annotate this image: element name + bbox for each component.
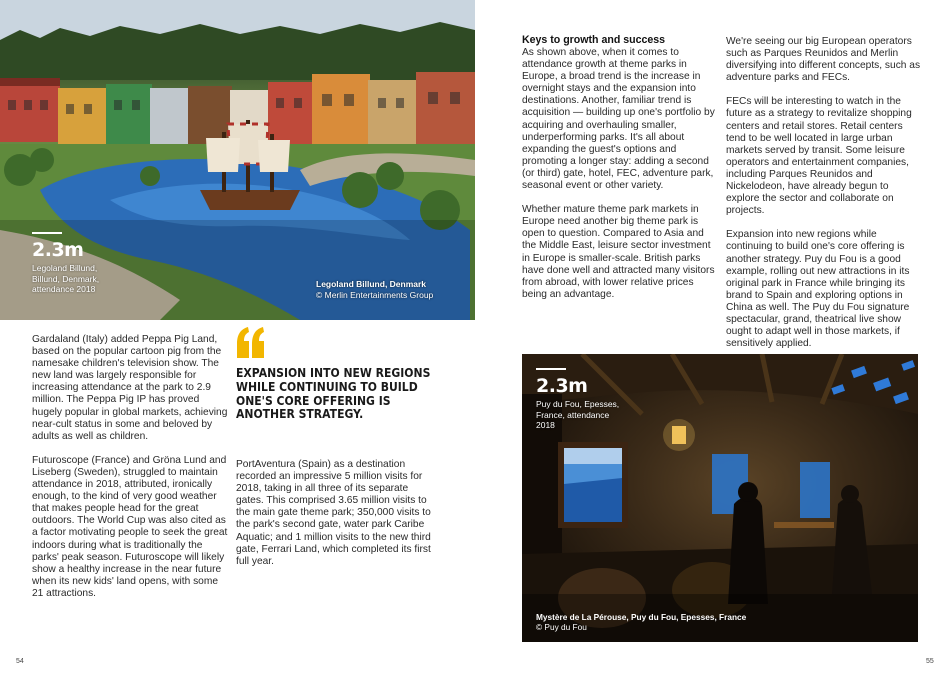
- legoland-photo-caption: [316, 279, 433, 300]
- stat-value: 2.3m: [536, 375, 588, 397]
- quote-mark-icon: [236, 326, 266, 358]
- legoland-attendance-stat: [32, 232, 112, 295]
- paragraph: As shown above, when it comes to attendance growth at theme parks in Europe, a broad trend is the increase in overnight stays and the expansion into destinations. Another, familiar trend is acquisition — building up one's portfolio by acquiring and overhauling smaller, underperforming parks. It's all about expanding the guest's options and promoting a longer stay: adding a second (or third) gate, hotel, FEC, adventure park, seasonal event or other variety.: [522, 47, 715, 192]
- paragraph: Expansion into new regions while continuing to build one's core offering is another strategy. Puy du Fou is a good example, rolling out new attractions in its original park in France while bringing its brand to Spain and exploring options in China as well. The Puy du Fou signature spectacular, grand, theatrical live show ought to adapt well in those markets, if sensitively applied.: [726, 229, 910, 350]
- pull-quote: EXPANSION INTO NEW REGIONS WHILE CONTINUING TO BUILD ONE'S CORE OFFERING IS ANOTHER STRATEGY.: [236, 365, 431, 422]
- puy-du-fou-photo-caption: [536, 612, 746, 633]
- puy-du-fou-photo: [522, 354, 918, 642]
- puy-du-fou-attendance-stat: [536, 368, 626, 431]
- stat-rule: [32, 232, 62, 234]
- paragraph: FECs will be interesting to watch in the future as a strategy to revitalize shopping centers and retail stores. Retail centers tend to be well located in large urban markets served by transit. Some leisure operators and entertainment companies, including Parques Reunidos and Nickelodeon, have already begun to explore the sector and collaborate on projects.: [726, 96, 912, 217]
- left-column-a: [32, 334, 228, 612]
- section-heading: Keys to growth and success: [522, 34, 666, 46]
- paragraph: Futuroscope (France) and Gröna Lund and Liseberg (Sweden), struggled to maintain attendance in 2018, attributed, ironically enough, to the kind of very good weather that makes people head for the great outdoors. The World Cup was also cited as a factor motivating people to seek the great indoors during what is traditionally the parks' peak season. Futuroscope will likely show a healthy increase in the near future when its new kids' land opens, with some 21 attractions.: [32, 454, 228, 599]
- paragraph: We're seeing our big European operators such as Parques Reunidos and Merlin diversifying into different concepts, such as adventure parks and FECs.: [726, 36, 921, 84]
- stat-value: 2.3m: [32, 239, 84, 261]
- legoland-photo: [0, 0, 475, 320]
- stat-rule: [536, 368, 566, 370]
- paragraph: PortAventura (Spain) as a destination recorded an impressive 5 million visits for 2018, taking in all three of its separate gates. This comprised 3.65 million visits to the main gate theme park; 350,000 visits to the park's second gate, water park Caribe Aquatic; and 1 million visits to the new third gate, Ferrari Land, which completed its first full year.: [236, 459, 431, 567]
- right-column-d: [726, 36, 922, 362]
- caption-credit: © Merlin Entertainments Group: [316, 289, 434, 300]
- right-column-c: [522, 34, 720, 313]
- paragraph: Gardaland (Italy) added Peppa Pig Land, based on the popular cartoon pig from the namesake children's television show. The new land was largely responsible for increasing attendance at the park to 2.9 million. The Peppa Pig IP has proved hugely popular in global markets, achieving near-cult status in some and beloved by adults as well as children.: [32, 334, 228, 442]
- page-number-left: 54: [16, 658, 24, 665]
- page-number-right: 55: [926, 658, 934, 665]
- caption-title: Legoland Billund, Denmark: [316, 279, 427, 289]
- stat-caption: Puy du Fou, Epesses, France, attendance 2018: [536, 399, 620, 430]
- caption-title: Mystère de La Pérouse, Puy du Fou, Epesses, France: [536, 612, 747, 622]
- caption-credit: © Puy du Fou: [536, 622, 587, 633]
- stat-caption: Legoland Billund, Billund, Denmark, attendance 2018: [32, 263, 100, 294]
- left-column-b: [236, 459, 436, 580]
- paragraph: Whether mature theme park markets in Europe need another big theme park is open to question. Compared to Asia and the Middle East, leisure sector investment in Europe is smaller-scale. British parks have done well and attracted many visitors from abroad, with lower relative prices being an advantage.: [522, 204, 715, 300]
